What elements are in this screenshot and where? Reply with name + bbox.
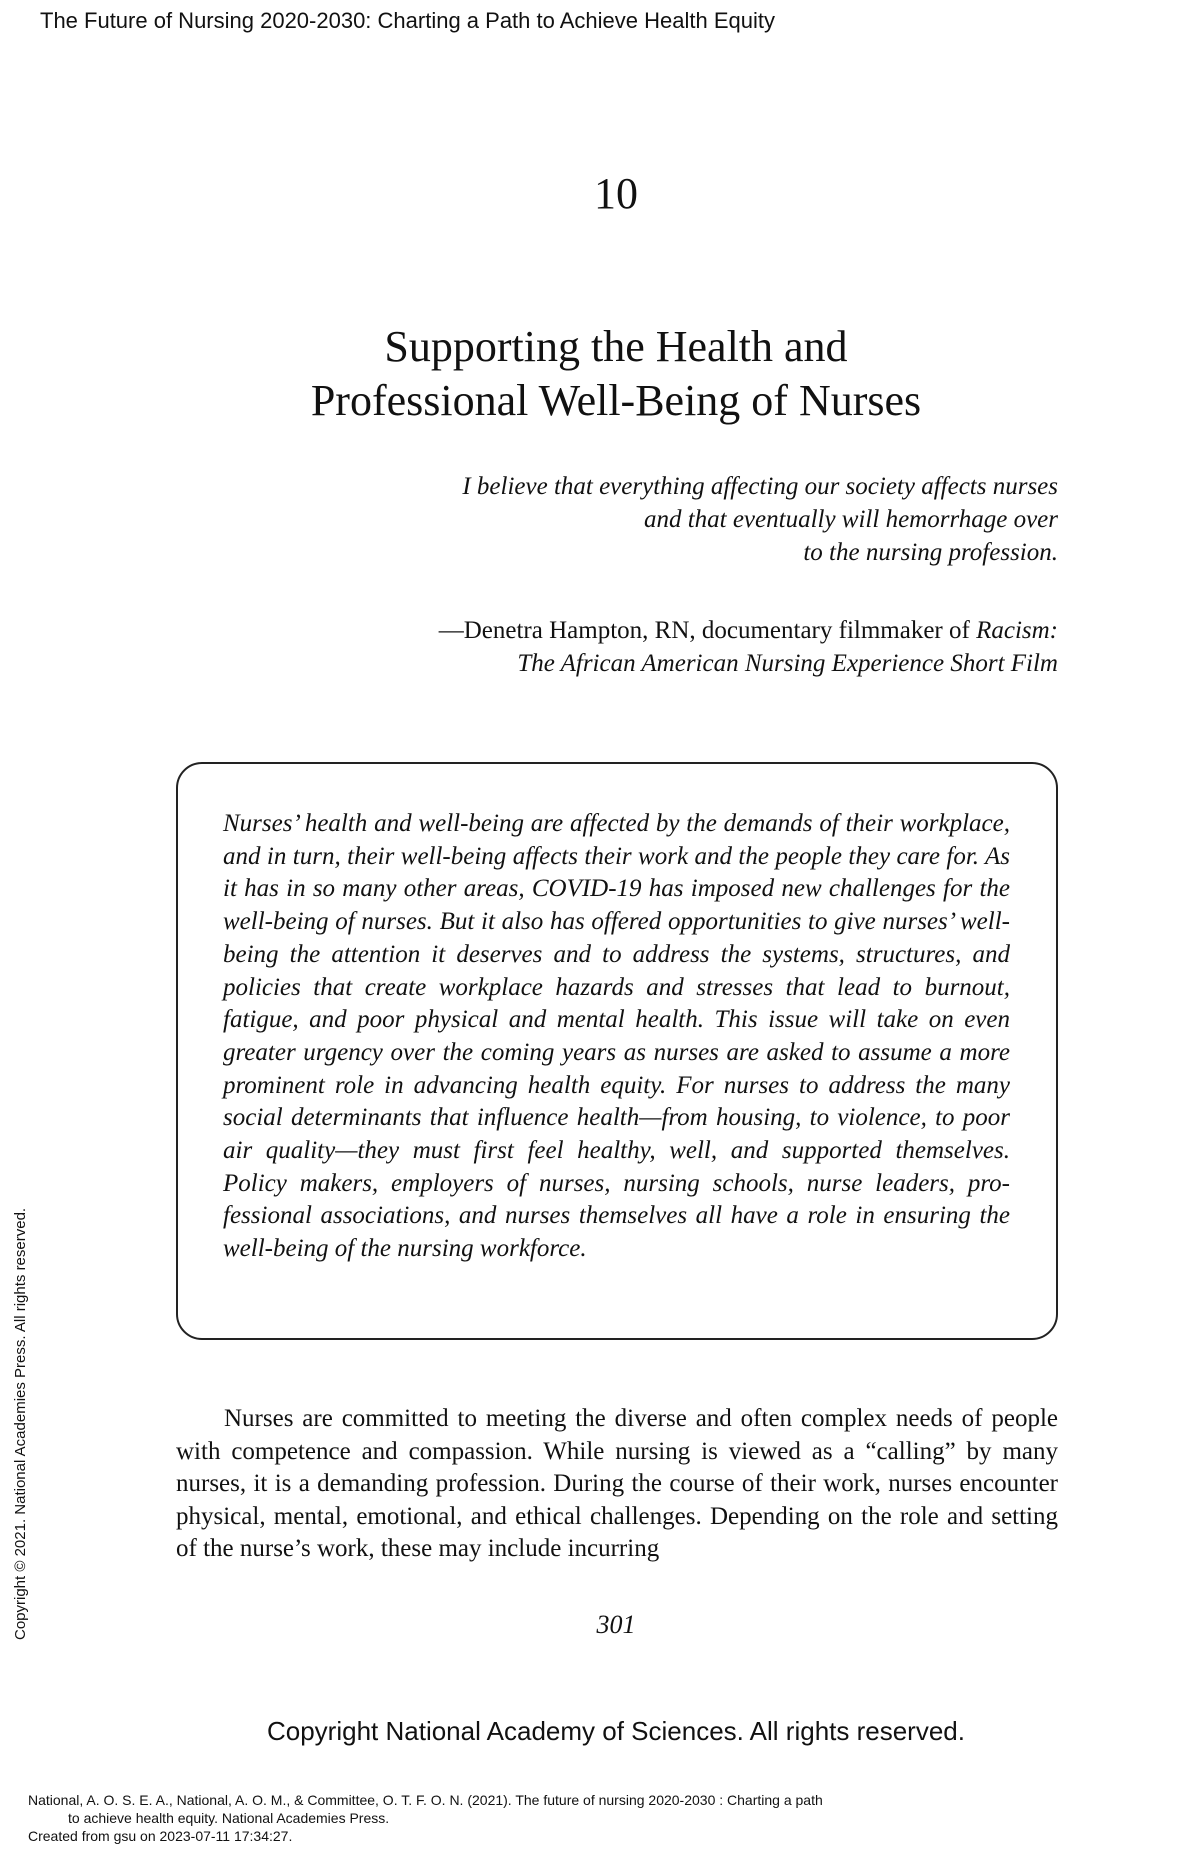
- chapter-number: 10: [594, 169, 638, 218]
- attribution-line-1: [298, 614, 1058, 647]
- attribution-film-title-part-2: The African American Nursing Experience Short Film: [517, 650, 1058, 677]
- citation-line-1: National, A. O. S. E. A., National, A. O. M., & Committee, O. T. F. O. N. (2021). The future of nursing 2020-2030 : Charting a path: [28, 1792, 823, 1808]
- running-header: The Future of Nursing 2020-2030: Charting a Path to Achieve Health Equity: [40, 8, 775, 33]
- body-paragraph: Nurses are committed to meeting the diverse and often complex needs of people with competence and compassion. While nursing is viewed as a “calling” by many nurses, it is a demanding profession. During the course of their work, nurses encounter physical, mental, emotional, and ethical challenges. Depending on the role and setting of the nurse’s work, these may include incurring: [176, 1405, 1058, 1562]
- copyright-footer: Copyright National Academy of Sciences. All rights reserved.: [266, 1716, 965, 1746]
- chapter-title: [0, 320, 1200, 428]
- attribution-film-title-part-1: Racism:: [976, 617, 1058, 644]
- epigraph-line-3: to the nursing profession.: [803, 539, 1058, 566]
- citation-line-2: to achieve health equity. National Academies Press.: [68, 1810, 390, 1826]
- citation-block: [28, 1791, 823, 1845]
- chapter-title-line-1: Supporting the Health and: [384, 322, 848, 371]
- citation-created-line: Created from gsu on 2023-07-11 17:34:27.: [28, 1828, 293, 1844]
- side-copyright-notice: Copyright © 2021. National Academies Press. All rights reserved.: [12, 1207, 29, 1640]
- epigraph-line-1: I believe that everything affecting our society affects nurses: [462, 473, 1058, 500]
- chapter-summary-text: Nurses’ health and well-being are affected by the demands of their workplace, and in turn, their well-being affects their work and the people they care for. As it has in so many other areas, COVID-19 has imposed new challenges for the well-being of nurses. But it also has offered opportunities to give nurses’ well-being the attention it deserves and to address the systems, structures, and policies that create workplace hazards and stresses that lead to burnout, fatigue, and poor physical and mental health. This issue will take on even greater urgency over the coming years as nurses are asked to assume a more prominent role in advancing health equity. For nurses to address the many social determinants that influence health—from housing, to violence, to poor air quality—they must first feel healthy, well, and supported themselves. Policy makers, employers of nurses, nursing schools, nurse leaders, professional associations, and nurses themselves all have a role in ensuring the well-being of the nursing workforce.: [223, 810, 1010, 1263]
- epigraph-quote: [298, 470, 1058, 569]
- epigraph-attribution: [298, 614, 1058, 680]
- epigraph-line-2: and that eventually will hemorrhage over: [643, 506, 1058, 533]
- page-number: 301: [596, 1610, 636, 1639]
- chapter-title-line-2: Professional Well-Being of Nurses: [310, 376, 922, 425]
- attribution-prefix: —Denetra Hampton, RN, documentary filmmaker of: [438, 617, 977, 644]
